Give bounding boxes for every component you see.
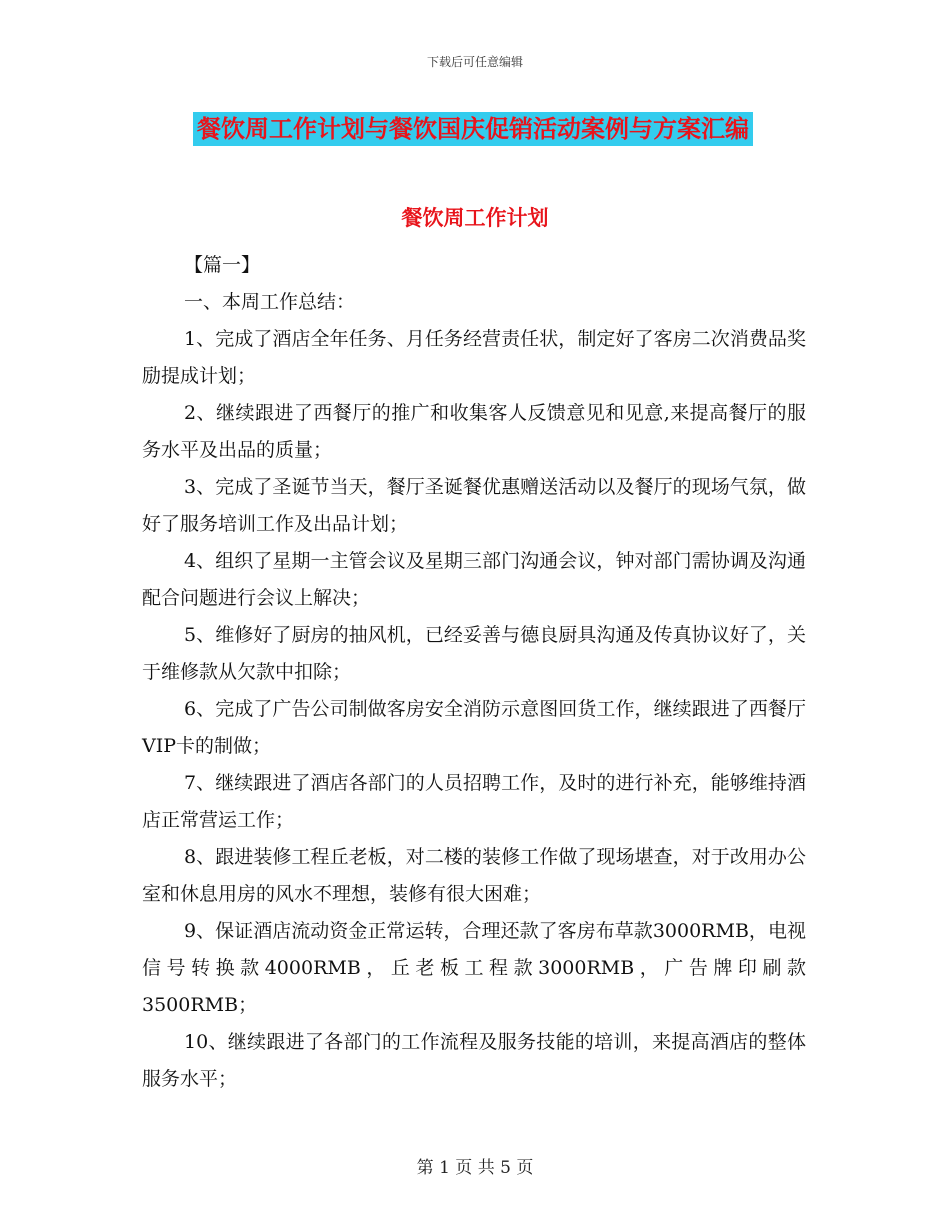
- section-title: 餐饮周工作计划: [401, 206, 549, 230]
- list-item: 8、跟进装修工程丘老板，对二楼的装修工作做了现场堪查，对于改用办公室和休息用房的风水不理想，装修有很大困难；: [142, 846, 806, 905]
- list-item: 2、继续跟进了西餐厅的推广和收集客人反馈意见和见意,来提高餐厅的服务水平及出品的质量；: [142, 402, 806, 461]
- part-heading: 【篇一】: [184, 254, 261, 276]
- list-item: 1、完成了酒店全年任务、月任务经营责任状，制定好了客房二次消费品奖励提成计划；: [142, 328, 806, 387]
- document-body: [142, 247, 806, 1098]
- list-item: 4、组织了星期一主管会议及星期三部门沟通会议，钟对部门需协调及沟通配合问题进行会议上解决；: [142, 550, 806, 609]
- list-item: 6、完成了广告公司制做客房安全消防示意图回货工作，继续跟进了西餐厅VIP卡的制做；: [142, 698, 806, 757]
- list-item: 3、完成了圣诞节当天，餐厅圣诞餐优惠赠送活动以及餐厅的现场气氛，做好了服务培训工作及出品计划；: [142, 476, 806, 535]
- header-note: 下载后可任意编辑: [426, 55, 523, 69]
- list-item: 5、维修好了厨房的抽风机，已经妥善与德良厨具沟通及传真协议好了，关于维修款从欠款中扣除；: [142, 624, 806, 683]
- page-number: 第 1 页 共 5 页: [416, 1158, 534, 1178]
- section-heading: 一、本周工作总结：: [184, 291, 356, 313]
- list-item: 7、继续跟进了酒店各部门的人员招聘工作，及时的进行补充，能够维持酒店正常营运工作；: [142, 772, 806, 831]
- document-title: 餐饮周工作计划与餐饮国庆促销活动案例与方案汇编: [193, 112, 753, 146]
- list-item: 10、继续跟进了各部门的工作流程及服务技能的培训，来提高酒店的整体服务水平；: [142, 1031, 806, 1090]
- list-item: 9、保证酒店流动资金正常运转，合理还款了客房布草款3000RMB，电视信号转换款4000RMB，丘老板工程款3000RMB，广告牌印刷款3500RMB；: [142, 920, 806, 1016]
